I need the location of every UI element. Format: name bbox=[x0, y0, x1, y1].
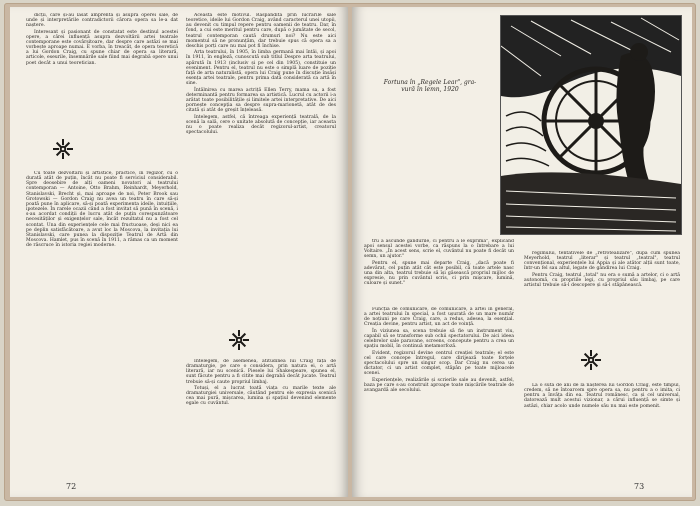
paragraph: dicții, care și-au lăsat amprenta și asupra operei sale, de unde și interpretările contradictorii cărora opera sa le-a dat naștere. bbox=[26, 13, 178, 29]
left-page bbox=[10, 7, 348, 497]
page-number: 73 bbox=[634, 482, 645, 491]
woodcut-illustration bbox=[500, 15, 682, 235]
decorative-star-ornament bbox=[580, 349, 602, 371]
woodcut-fortuna-image bbox=[501, 16, 681, 234]
right-column-1-bottom bbox=[364, 307, 514, 479]
left-column-1-top bbox=[26, 13, 178, 141]
right-page bbox=[352, 7, 692, 497]
paragraph: La o sută de ani de la nașterea lui Gordon Craig, este timpul, credem, să ne întoarcem spre opera sa, nu pentru a o imita, ci pentru a învăța din ea. Teatrul românesc, ca și cel universal, datorează mult acestui vizionar, a cărui influență se simte și astăzi, chiar acolo unde numele său nu mai este pomenit. bbox=[524, 383, 680, 409]
right-column-2-top bbox=[524, 251, 680, 343]
paragraph: Întelegem, de asemenea, atitudinea lui Craig față de dramaturgie, pe care o considera, prin natura ei, o artă literară, iar nu scenică. Piesele lui Shakespeare, spunea el, sunt făcute pentru a fi citite mai degrabă decât jucate. Teatrul trebuie să-și caute propriul limbaj. bbox=[186, 359, 336, 385]
left-column-2-top bbox=[186, 13, 336, 331]
right-column-1-top bbox=[364, 239, 514, 299]
paragraph: tru a ascunde gândurile, ci pentru a le exprima", explicând apoi sensul acestei vorbe, ca răspuns la o întrebare a lui Voltaire. „În acest sens, scrie el, cuvântul nu poate fi decât un semn, un ajutor." bbox=[364, 239, 514, 260]
caption-line: vură în lemn, 1920 bbox=[401, 86, 459, 93]
paragraph: Cu toate dezvoltării și artistice, practice, în regizor, cu o durată atât de puțin, încât nu poate fi serviciul considerabil. Spre deosebire de alți oameni novatori ai teatrului contemporan — Antoine, Otto Brahm, Reinhardt, Meyerhold, Stanislavski, Brecht și, mai aproape de noi, Peter Brook sau Grotowski — Gordon Craig nu avea un teatru în care să-și poată pune în aplicare, să-și poată experimenta ideile, intuițiile, ipotezele. În rarele ocazii când a fost invitat să pună în scenă, i s-au acordat condiții de lucru atât de puțin corespunzătoare necesităților și exigențelor sale, încât rezultatul nu a fost cel scontat. Una din experiențele cele mai fructuoase, deși nici ea pe deplin satisfăcătoare, a avut loc la Moscova, la invitația lui Stanislavski, care punea la dispoziție Teatrul de Artă din Moscova. Hamlet, pus în scenă în 1911, a rămas ca un moment de răscruce în istoria regiei moderne. bbox=[26, 171, 178, 249]
left-column-1-bottom bbox=[26, 171, 178, 477]
left-column-2-bottom bbox=[186, 359, 336, 477]
paragraph: Evident, regizorul devine centrul creației teatrale; el este cel care concepe întregul, care dirijează toate forțele spectacolului spre un singur scop. Dar Craig nu cerea un dictator, ci un artist complet, stăpân pe toate mijloacele scenei. bbox=[364, 350, 514, 377]
paragraph: Funcția de comunicare, de comunicare, a artei în general, a artei teatrului în special, a fost ușurată de un mare număr de noțiuni pe care Craig, care, a redus, adesea, la esențial. Creația devine, pentru artist, un act de voință. bbox=[364, 307, 514, 328]
decorative-star-ornament bbox=[228, 329, 250, 351]
paragraph: Interesant și pasionant de constatat este destinul acestei opere, a cărei influență asupra dezvoltării artei teatrale contemporane este covârșitoare, dar despre care astăzi se mai vorbește aproape numai. E vorba, în treacăt, de opera teoretică a lui Gordon Craig, cu spune chiar de opera sa literară, articole, eseurile, însemnările sale fiind mai degrabă opere unui poet decât a unui teoretician. bbox=[26, 29, 178, 66]
paragraph: Intelegem, astfel, că întreaga experiență teatrală, de la scenă la sală, cere o unitate absolută de concepție, iar aceasta nu o poate realiza decât regizorul-artist, creatorul spectacolului. bbox=[186, 114, 336, 135]
decorative-star-ornament bbox=[52, 138, 74, 160]
paragraph: Totuși, el a lucrat toată viața cu marile texte ale dramaturgiei universale, căutând pentru ele expresia scenică cea mai pură, mișcarea, lumina și spațiul devenind elemente egale cu cuvântul. bbox=[186, 385, 336, 407]
page-number: 72 bbox=[66, 482, 77, 491]
figure-caption bbox=[366, 79, 494, 93]
paragraph: Întâlnirea cu marea actriță Ellen Terry, mama sa, a fost determinantă pentru formarea sa artistică. Lucrul cu actorii i-a arătat toate posibilitățile și limitele artei interpretative. De aici pornește concepția sa despre supra-marionetă, atât de des citată și atât de greșit înțeleasă. bbox=[186, 87, 336, 114]
paragraph: Pentru Craig, teatrul „total" nu era o sumă a artelor, ci o artă autonomă, cu propriile legi, cu propriul său limbaj, pe care artistul trebuie să-l descopere și să-l stăpânească. bbox=[524, 272, 680, 289]
right-column-2-bottom bbox=[524, 383, 680, 475]
paragraph: regimului, tentativele de „retrotealizare", după cum spunea Meyerhold, teatrul „literar" și teatrul „teatral", teatrul convențional, experiențele lui Appia și ale atâtor alții sunt toate, într-un fel sau altul, legate de gândirea lui Craig. bbox=[524, 251, 680, 272]
paragraph: Pentru el, spune mai departe Craig, „dacă poate fi adevărat, cel puțin atât cât este posibil, că toate artele nasc una din alta, teatrul trebuie să își găsească propriul mijloc de expresie, nu prin cuvântul scris, ci prin mișcare, lumină, culoare și sunet." bbox=[364, 260, 514, 287]
caption-line: Fortuna în „Regele Lear", gra- bbox=[383, 79, 477, 86]
paragraph: Experiențele, realizările și scrierile sale au devenit, astfel, baza pe care s-au construit aproape toate mișcările teatrale de avangardă ale secolului. bbox=[364, 377, 514, 393]
paragraph: Aceasta este motivul. Răspândită prin lucrările sale teoretice, ideile lui Gordon Craig, având caracterul unei utopii, au devenit cu timpul repere pentru oamenii de teatru. Dar, în fond, a cui este meritul pentru care, după o jumătate de secol, teatrul contemporan caută drumuri noi? Nu este aici momentul să ne pronunțăm, dar trebuie spus că opera sa a deschis porți care nu mai pot fi închise. bbox=[186, 13, 336, 49]
paragraph: În viziunea sa, scena trebuie să fie un instrument viu, capabil să se transforme sub ochii spectatorului. De aici ideea celebrelor sale paravane, screens, concepute pentru a crea un spațiu mobil, în continuă metamorfoză. bbox=[364, 328, 514, 350]
open-book bbox=[4, 3, 696, 501]
paragraph: Arta teatrului, în 1905, în limba germană mai întâi, și apoi în 1911, în engleză, cunoscută sub titlul Despre arta teatrului, apărută în 1913 (inclusiv și pe cel din 1905), constituie un eveniment. Pentru el, teatrul nu este o simplă luare de poziție față de arta naturalistă, opera lui Craig pune în discuție însăși esența artei teatrale, pentru prima dată considerată ca artă în sine. bbox=[186, 50, 336, 87]
